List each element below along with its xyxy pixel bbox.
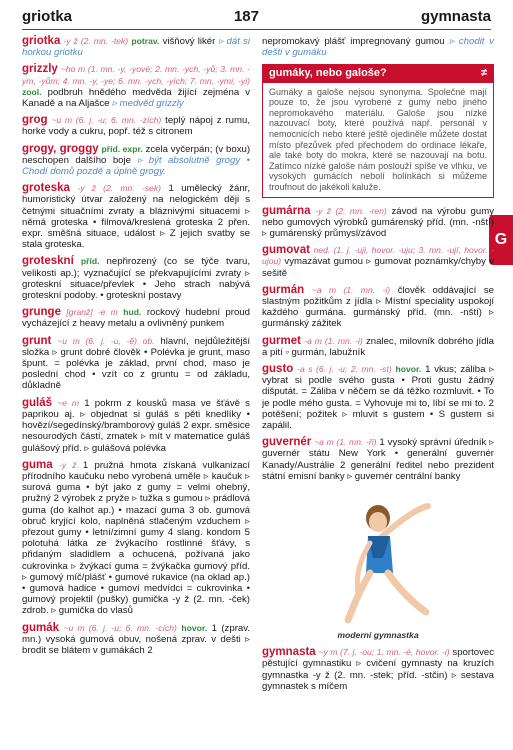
entry-grammar: ~u m (6. j. -u; 6. mn. -cích) — [63, 622, 177, 633]
continued-entry — [262, 36, 494, 58]
entry-grammar: ~e m — [57, 397, 80, 408]
entry-grammar: -a m (1. mn. -i) — [304, 335, 363, 346]
dictionary-entry — [22, 336, 250, 392]
entry-definition: 1 vysoký správní úředník ▹ guvernér státu New York • generální guvernér Kanady/Austrálie 2 generální ředitel nebo prezident státní emisní banky ▹ guvernér centrální banky — [262, 437, 495, 482]
gymnast-figure — [288, 488, 468, 641]
entry-label: hud. — [123, 307, 142, 318]
entry-definition: 1 pružná hmota získaná vulkanizací přírodního kaučuku nebo vyrobená uměle ▹ kaučuk ▹ surová guma • být jako z gumy = velmi ohebný, pružný 2 výrobek z pryže ▹ tužka s gumou ▹ prádlová guma (do kalhot ap.) • mazací guma 3 ob. gumová obruč kryjící kolo, naplněná stlačeným vzduchem ▹ přezout gumy • letní/zimní gumy 4 slang. kondom 5 polotuhá látka ze žvýkacího rostlinné šťávy, s přidaným sladidlem a ochucená, požívaná jako cukrovinka ▹ žvýkací guma = žvýkačka gumový příd. ▹ gumový míč/plášť • gumové rukavice (na oklad ap.) • gumová hadice • gumoví medvídci = cukrovinka • gumový projektil (pušky) gumička -y ž (2. mn. -ček) zdrob. ▹ gumička do vlasů — [22, 459, 250, 617]
entry-definition: člověk oddávající se slastným požitkům z jídla ▹ Místní speciality uspokojí každého gurmána. gurmánský příd. (mn. -nští) ▹ gurmánský zážitek — [262, 284, 495, 330]
entry-grammar: ~a m (1. mn. -i) — [311, 284, 391, 295]
entry-definition: teplý nápoj z rumu, horké vody a cukru, popř. též s citronem — [22, 115, 250, 138]
continued-example: ▹ chodit v dešti v gumáku — [262, 36, 494, 59]
page-header — [22, 8, 491, 30]
entry-headword: gusto — [262, 362, 294, 375]
entry-headword: grogy, groggy — [22, 142, 99, 155]
entry-label: hovor. — [395, 363, 422, 374]
dictionary-entry — [262, 364, 494, 431]
entry-definition: rockový hudební proud vycházející z heavy metalu a ovlivněný punkem — [22, 307, 250, 330]
entry-grammar: ~a m (1. mn. -ři) — [314, 437, 377, 448]
entry-grammar: -y ž (2. mn. -sek) — [77, 183, 161, 194]
dictionary-entry — [262, 285, 494, 330]
page-number: 187 — [233, 8, 259, 25]
continued-text: nepromokavý plášť impregnovaný gumou — [262, 36, 445, 47]
left-column — [22, 36, 250, 662]
entry-headword: gurmet — [262, 334, 301, 347]
entry-grammar: ~ho m (1. mn. -y, -yové; 2. mn. -ych, -yů; 3. mn. -ym, -yům; 4. mn. -y, -ye; 6. mn. -ych, -yích; 7. mn. -ymi, -yi) — [22, 64, 250, 86]
entry-headword: gurmán — [262, 283, 305, 296]
entry-definition: zcela vyčerpán; (v boxu) neschopen dalšího boje — [22, 143, 251, 166]
header-left-headword: griotka — [22, 8, 73, 25]
entry-headword: grog — [22, 114, 48, 127]
entry-example: ▹ dát si horkou griotku — [22, 36, 250, 59]
usage-note-title-text: gumáky, nebo galoše? — [269, 67, 387, 80]
entry-definition: podbruh hnědého medvěda žijící zejména v Kanadě a na Aljašce — [22, 86, 250, 110]
entry-definition: višňový likér — [162, 36, 216, 47]
dictionary-entry — [22, 460, 250, 617]
usage-note-body: Gumáky a galoše nejsou synonyma. Společné mají pouze to, že jsou vyrobené z gumy nebo jiného nepromokavého materiálu. Galoše jsou nízké nazouvací boty, které používá např. personál v nemocnicích nebo které ještě ojediněle můžete dostat místo přezůvek před přechodem do ordinace lékaře, ale také boty do mokra, které se nazouvají na botu. Zatímco nízké galoše nám poslouží spíše ve vlhku, ve vysokých gumácích nebolí holínkách si můžeme troufnout do jakékoli kaluže. — [269, 86, 487, 192]
entry-definition: sportovec pěstující gymnastiku ▹ cvičení gymnasty na kruzích gymnastka -y ž (2. mn. -stek; příd. -stčin) ▹ sestava gymnastek s míčem — [262, 647, 494, 692]
entry-grammar: ~y m (7. j. -ou; 1. mn. -é, hovor. -i) — [318, 647, 450, 658]
gymnast-image — [318, 488, 438, 628]
header-right-headword: gymnasta — [420, 8, 491, 25]
letter-tab[interactable]: G — [489, 215, 513, 265]
dictionary-entry — [22, 307, 250, 329]
dictionary-entry — [262, 336, 494, 358]
entry-headword: gymnasta — [262, 646, 316, 659]
right-column — [262, 36, 494, 698]
entry-definition: znalec, milovník dobrého jídla a pití ▫ gurmán, labužník — [262, 335, 495, 358]
dictionary-entry — [22, 398, 250, 454]
entry-grammar: -y ž — [59, 459, 77, 470]
figure-caption: moderní gymnastka — [337, 630, 419, 641]
entry-headword: griotka — [22, 35, 61, 47]
entry-headword: groteskní — [22, 255, 74, 268]
dictionary-entry — [22, 183, 250, 250]
dictionary-entry — [22, 115, 250, 137]
dictionary-entry — [22, 64, 250, 109]
entry-label: zool. — [22, 86, 42, 97]
dictionary-entry — [262, 647, 494, 692]
entry-headword: guláš — [22, 396, 53, 409]
entry-headword: gumárna — [262, 204, 311, 217]
not-equal-icon: ≠ — [480, 67, 487, 80]
dictionary-entry — [262, 437, 494, 482]
entry-headword: grizzly — [22, 63, 58, 76]
dictionary-entry — [22, 623, 250, 657]
entry-definition: vymazávat gumou ▹ gumovat poznámky/chyby v sešitě — [262, 256, 494, 279]
entry-headword: grunt — [22, 334, 52, 347]
entry-headword: gumák — [22, 621, 60, 634]
dictionary-entry — [262, 206, 494, 240]
entry-headword: grunge — [22, 306, 61, 319]
entry-definition: nepřirozený (co se týče tvaru, velikosti ap.); vyznačující se překvapujícími zvraty ▹ groteskní situace/převlek • Jeho strach nabývá groteskní podoby. • groteskní postavy — [22, 256, 250, 302]
entry-grammar: -y ž (2. mn. -tek) — [63, 36, 129, 46]
usage-note-box — [262, 64, 494, 197]
entry-definition: 1 (zprav. mn.) vysoká gumová obuv, nošená zprav. v dešti ▹ brodit se blátem v gumákách 2 — [22, 622, 250, 656]
dictionary-entry — [22, 36, 250, 58]
dictionary-entry — [262, 245, 494, 279]
dictionary-entry — [22, 144, 250, 178]
entry-grammar: -a s (6. j. -u; 2. mn. -st) — [297, 363, 392, 374]
dictionary-entry — [22, 256, 250, 301]
entry-label: potrav. — [131, 36, 160, 46]
entry-label: příd. expr. — [101, 143, 143, 154]
entry-grammar: ~u m (6. j. -u, -ě) ob. — [57, 335, 155, 346]
entry-grammar: -y ž (2. mn. -ren) — [315, 205, 387, 216]
entry-grammar: [granž] -e m — [66, 307, 118, 318]
entry-headword: guvernér — [262, 436, 312, 449]
entry-example: ▹ být absolutně grogy • Chodí domů pozdě a úplně grogy. — [22, 154, 250, 178]
entry-definition: závod na výrobu gumy nebo gumových výrobků gumárenský příd. (mn. -nští) ▹ gumárenský průmysl/závod — [262, 205, 494, 239]
entry-grammar: ned. (1. j. -uji, hovor. -uju; 3. mn. -ují, hovor. -ujou) — [262, 245, 494, 267]
entry-headword: guma — [22, 458, 53, 471]
entry-label: příd. — [80, 256, 100, 267]
entry-definition: hlavní, nejdůležitější složka ▹ grunt dobré člověk • Polévka je grunt, maso špunt. = polévka je základ, první chod, maso je poslední chod • vzít co z gruntu = od základu, důkladně — [22, 335, 250, 392]
entry-headword: gumovat — [262, 244, 310, 257]
entry-definition: 1 vkus; záliba ▹ vybrat si podle svého gusta • Proti gustu žádný dišputát. = Záliba v něčem se dá těžko rozmluvit. • To je podle mého gusta. = Vyhovuje mi to, líbí se mi to. 2 potěšení; požitek ▹ mluvit s gustem • S gustem si zapálil. — [262, 363, 495, 431]
usage-note-title — [263, 65, 493, 82]
entry-definition: 1 umělecký žánr, humoristický útvar založený na nelogickém ději s četnými situačními zvraty a bláznivými situacemi ▹ němá groteska • filmová/kreslená groteska 2 přen. expr. směšná situace, událost ▹ Z jejich svatby se stala groteska. — [22, 183, 250, 251]
entry-headword: groteska — [22, 182, 70, 195]
entry-definition: 1 pokrm z kousků masa ve šťávě s paprikou aj. ▹ objednat si guláš s pěti knedlíky • hovězí/segedínský/bramborový guláš 2 expr. směsice nesourodých částí, zmatek ▹ mít v matematice guláš gulášový příd. ▹ gulášová polévka — [22, 397, 250, 454]
entry-label: hovor. — [181, 622, 208, 633]
entry-grammar: ~u m (6. j. -u; 6. mn. -zích) — [51, 115, 162, 126]
entry-example: ▹ medvěd grizzly — [112, 98, 184, 110]
